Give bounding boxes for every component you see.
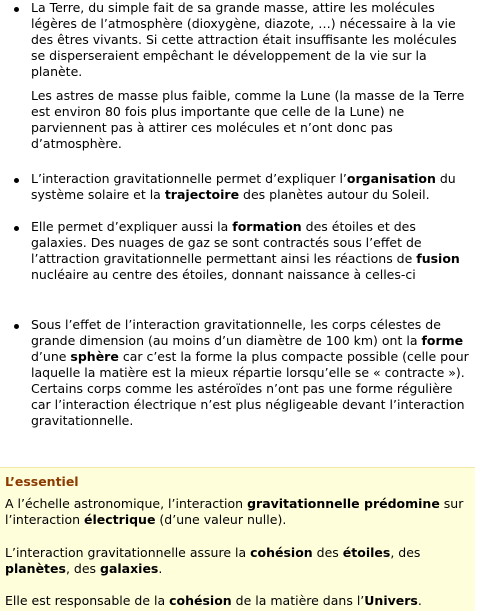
bullet-icon: [14, 226, 19, 231]
list-item-text: [31, 171, 471, 203]
text-run: des: [312, 545, 343, 560]
text-run: .: [417, 593, 422, 608]
paragraph: [31, 381, 471, 429]
paragraph: [31, 317, 471, 381]
paragraph: [31, 88, 471, 152]
emphasis-text: fusion: [416, 251, 460, 266]
emphasis-text: galaxies: [100, 561, 159, 576]
emphasis-text: trajectoire: [164, 187, 240, 202]
essentiel-paragraph: [5, 545, 470, 577]
text-run: sur l’interaction: [5, 496, 464, 527]
text-run: (d’une valeur nulle).: [155, 512, 287, 527]
emphasis-text: formation: [232, 219, 302, 234]
emphasis-text: cohésion: [250, 545, 313, 560]
emphasis-text: planètes: [5, 561, 66, 576]
text-run: des planètes autour du Soleil.: [239, 187, 430, 202]
text-run: du système solaire et la: [31, 171, 456, 202]
paragraph: [31, 171, 471, 203]
emphasis-text: cohésion: [169, 593, 232, 608]
text-run: La Terre, du simple fait de sa grande masse, attire les molécules légères de l’atmosphère (dioxygène, diazote, …) nécessaire à la vie des êtres vivants. Si cette attraction était insuffisante les molécules se disperseraient empêchant le développement de la vie sur la planète.: [31, 0, 457, 79]
text-run: Sous l’effet de l’interaction gravitationnelle, les corps célestes de grande dimension (au moins d’un diamètre de 100 km) ont la: [31, 317, 441, 348]
emphasis-text: gravitationnelle prédomine: [247, 496, 440, 511]
list-item-text: [31, 219, 471, 283]
text-run: , des: [390, 545, 421, 560]
text-run: , des: [65, 561, 100, 576]
text-run: .: [158, 561, 163, 576]
bullet-icon: [14, 324, 19, 329]
text-run: d’une: [31, 349, 71, 364]
emphasis-text: sphère: [70, 349, 119, 364]
bullet-icon: [14, 178, 19, 183]
text-run: Elle est responsable de la: [5, 593, 170, 608]
text-run: Certains corps comme les astéroïdes n’ont pas une forme régulière car l’interaction électrique n’est plus négligeable devant l’interaction gravitationnelle.: [31, 381, 465, 428]
paragraph: [31, 0, 471, 80]
essentiel-paragraph: [5, 593, 470, 609]
emphasis-text: organisation: [346, 171, 436, 186]
essentiel-box: [0, 467, 475, 611]
essentiel-title: L’essentiel: [5, 474, 79, 489]
list-item-text: [31, 317, 471, 429]
essentiel-paragraph: [5, 496, 470, 528]
list-item-text: [31, 0, 471, 152]
emphasis-text: forme: [421, 333, 464, 348]
text-run: A l’échelle astronomique, l’interaction: [5, 496, 248, 511]
bullet-icon: [14, 7, 19, 12]
emphasis-text: étoiles: [342, 545, 391, 560]
paragraph: [31, 219, 471, 283]
emphasis-text: Univers: [364, 593, 418, 608]
text-run: L’interaction gravitationnelle assure la: [5, 545, 251, 560]
text-run: des étoiles et des galaxies. Des nuages de gaz se sont contractés sous l’effet de l’attraction gravitationnelle permettant ainsi les réactions de: [31, 219, 422, 266]
text-run: L’interaction gravitationnelle permet d’expliquer l’: [31, 171, 347, 186]
text-run: Elle permet d’expliquer aussi la: [31, 219, 233, 234]
text-run: Les astres de masse plus faible, comme la Lune (la masse de la Terre est environ 80 fois plus importante que celle de la Lune) ne parviennent pas à attirer ces molécules et n’ont donc pas d’atmosphère.: [31, 88, 465, 151]
text-run: de la matière dans l’: [231, 593, 365, 608]
emphasis-text: électrique: [84, 512, 156, 527]
text-run: nucléaire au centre des étoiles, donnant naissance à celles-ci: [31, 267, 416, 282]
text-run: car c’est la forme la plus compacte possible (celle pour laquelle la matière est la mieux répartie lorsqu’elle se « contracte »).: [31, 349, 469, 380]
